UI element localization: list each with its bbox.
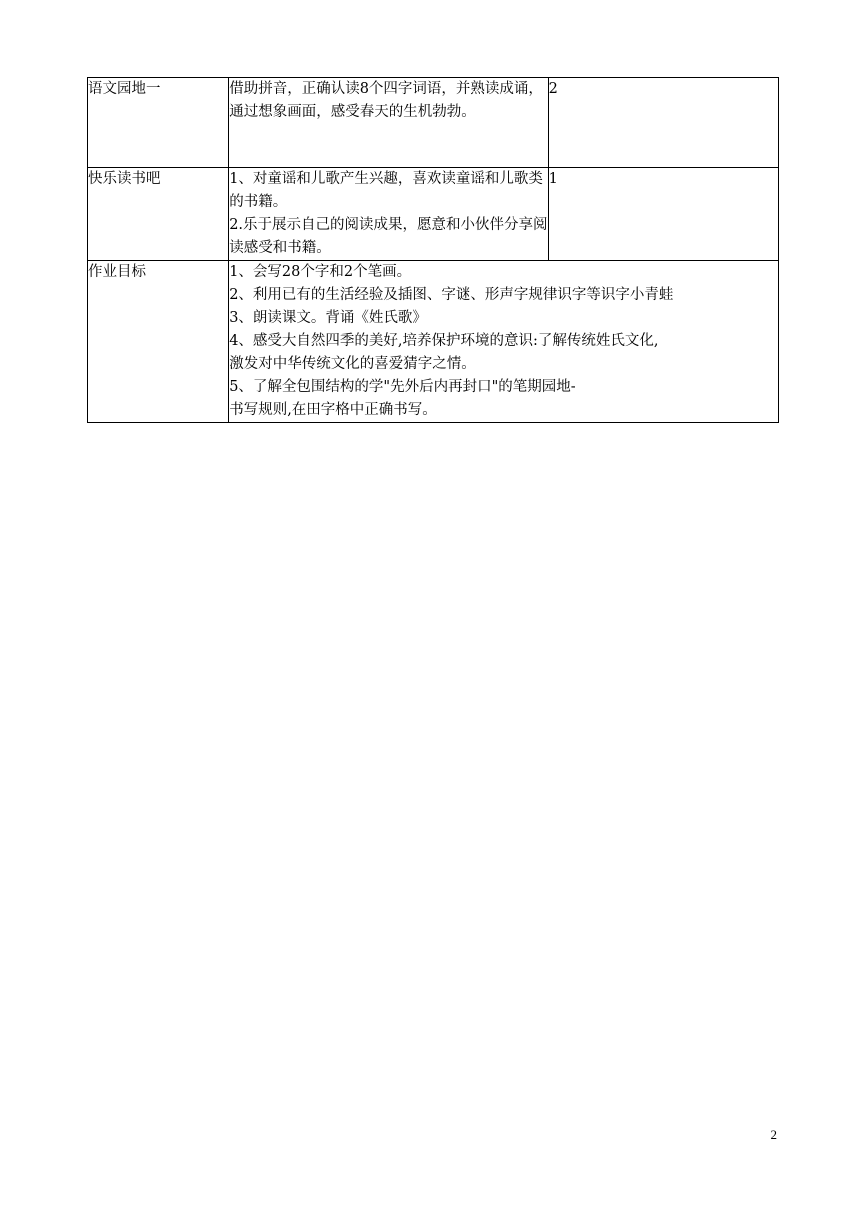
target-line: 1、会写28个字和2个笔画。 <box>229 264 412 280</box>
table-row <box>88 78 779 168</box>
homework-target-content <box>229 261 779 423</box>
target-line: 4、感受大自然四季的美好,培养保护环境的意识:了解传统姓氏文化, <box>229 333 659 349</box>
goal-item: 2.乐于展示自己的阅读成果，愿意和小伙伴分享阅读感受和书籍。 <box>229 217 548 256</box>
table-row <box>88 261 779 423</box>
page-number: 2 <box>770 1127 777 1142</box>
target-line: 2、利用已有的生活经验及插图、字谜、形声字规律识字等识字小青蛙 <box>229 287 674 303</box>
unit-name-cell: 语文园地一 <box>88 78 229 168</box>
unit-goal-cell: 借助拼音，正确认读8个四字词语，并熟读成诵，通过想象画面，感受春天的生机勃勃。 <box>229 78 548 168</box>
unit-hours-cell: 1 <box>548 168 778 261</box>
target-line: 5、了解全包围结构的学"先外后内再封口"的笔期园地- <box>229 379 576 395</box>
table-row <box>88 168 779 261</box>
target-line: 激发对中华传统文化的喜爱猜字之情。 <box>229 356 476 372</box>
target-line: 3、朗读课文。背诵《姓氏歌》 <box>229 310 427 326</box>
unit-goal-cell <box>229 168 548 261</box>
lesson-plan-table <box>87 77 779 423</box>
goal-item: 1、对童谣和儿歌产生兴趣，喜欢读童谣和儿歌类的书籍。 <box>229 171 543 210</box>
target-line: 书写规则,在田字格中正确书写。 <box>229 402 437 418</box>
unit-name-cell: 快乐读书吧 <box>88 168 229 261</box>
homework-target-label: 作业目标 <box>88 261 229 423</box>
unit-hours-cell: 2 <box>548 78 778 168</box>
